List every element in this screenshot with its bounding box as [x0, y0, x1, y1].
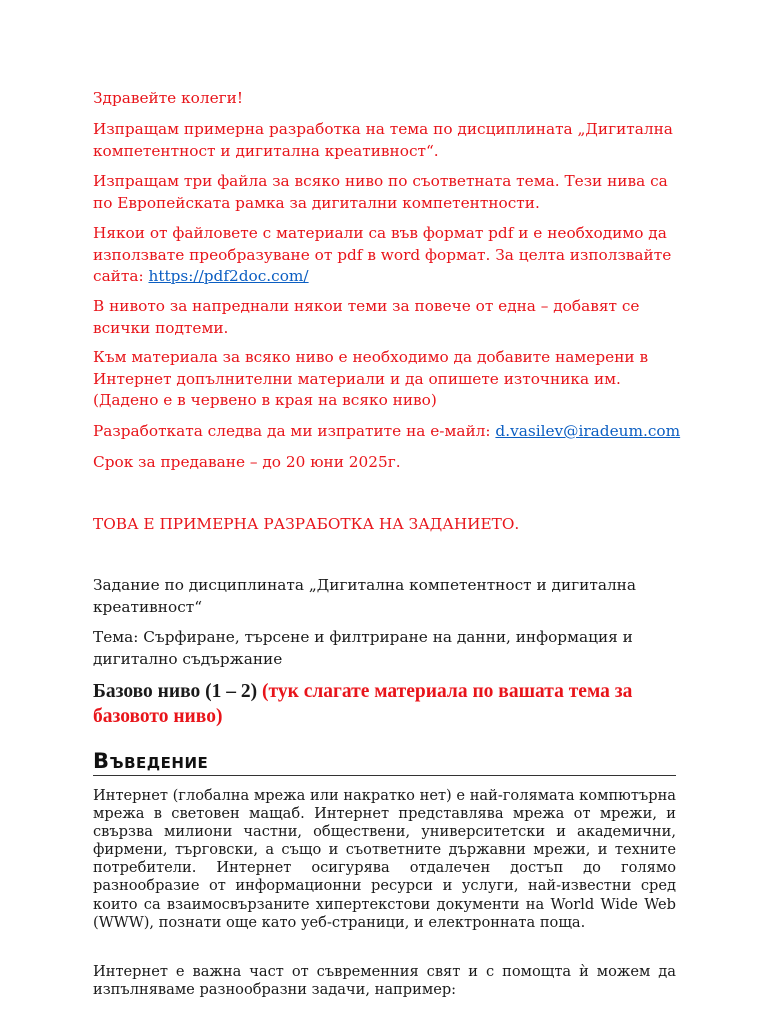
pdf-conversion-text: Някои от файловете с материали са във формат pdf и е необходимо да използвате преобразуване от pdf в word формат. За целта използвайте сайта:: [93, 224, 672, 285]
intro-paragraph-1: Интернет (глобална мрежа или накратко нет) е най-голямата компютърна мрежа в световен мащаб. Интернет представлява мрежа от мрежи, и свързва милиони частни, обществени, университетски и академични, фирмени, търговски, а също и съответните държавни мрежи, и техните потребители. Интернет осигурява отдалечен достъп до голямо разнообразие от информационни ресурси и услуги, най-известни сред които са взаимосвързаните хипертекстови документи на World Wide Web (WWW), познати още като уеб-страници, и електронната поща.: [93, 787, 676, 931]
level-heading-label: Базово ниво (1 – 2): [93, 681, 263, 702]
intro-paragraph-2: Интернет е важна част от съвременния свят и с помощта ѝ можем да изпълняваме разнообразни задачи, например:: [93, 963, 676, 999]
level-heading-note: (тук слагате материала по вашата тема за базовото ниво): [93, 681, 633, 727]
paragraph-pdf-conversion: [93, 223, 683, 288]
paragraph-sample-topic: Изпращам примерна разработка на тема по дисциплината „Дигитална компетентност и дигитална креативност“.: [93, 120, 673, 160]
sample-notice: ТОВА Е ПРИМЕРНА РАЗРАБОТКА НА ЗАДАНИЕТО.: [93, 515, 520, 533]
paragraph-three-files: Изпращам три файла за всяко ниво по съответната тема. Тези нива са по Европейската рамка за дигитални компетентности.: [93, 172, 668, 212]
paragraph-deadline: Срок за предаване – до 20 юни 2025г.: [93, 453, 401, 471]
pdf2doc-link[interactable]: https://pdf2doc.com/: [148, 267, 309, 285]
email-link[interactable]: d.vasilev@iradeum.com: [495, 422, 681, 440]
paragraph-send-email: [93, 421, 683, 443]
level-heading: [93, 679, 693, 729]
intro-heading: Въведение: [93, 748, 676, 776]
paragraph-additional-materials: Към материала за всяко ниво е необходимо да добавите намерени в Интернет допълнителни материали и да опишете източника им. (Дадено е в червено в края на всяко ниво): [93, 348, 649, 409]
send-email-text: Разработката следва да ми изпратите на е-майл:: [93, 422, 496, 440]
assignment-topic: Тема: Сърфиране, търсене и филтриране на данни, информация и дигитално съдържание: [93, 628, 633, 668]
assignment-task: Задание по дисциплината „Дигитална компетентност и дигитална креативност“: [93, 576, 636, 616]
paragraph-advanced-level: В нивото за напреднали някои теми за повече от една – добавят се всички подтеми.: [93, 297, 640, 337]
greeting: Здравейте колеги!: [93, 89, 243, 107]
